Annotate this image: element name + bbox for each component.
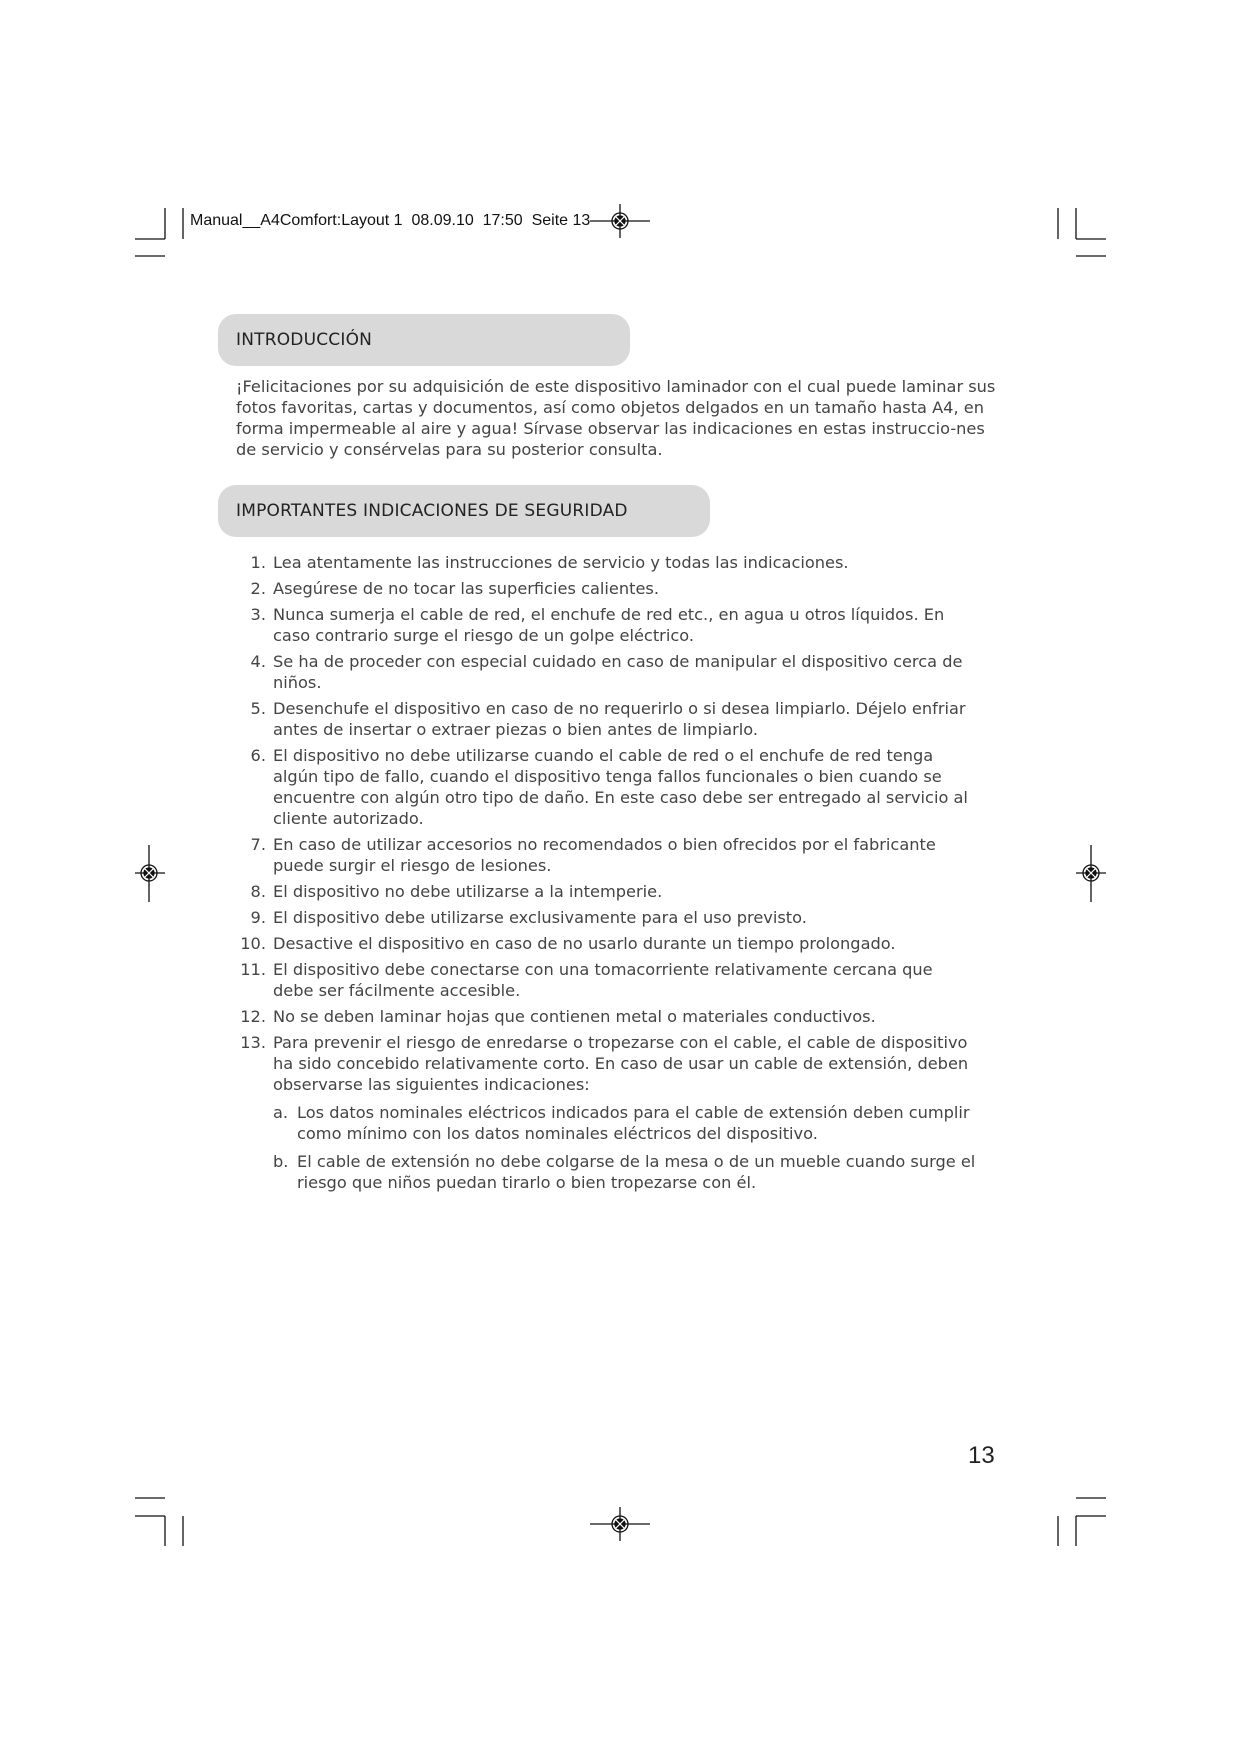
registration-target-top [590, 204, 650, 238]
safety-heading-bar [218, 485, 710, 537]
safety-item-number: 5. [250, 699, 266, 718]
safety-item-text: No se deben laminar hojas que contienen metal o materiales conductivos. [273, 1007, 876, 1026]
safety-item-number: 6. [250, 746, 266, 765]
safety-item-number: 12. [240, 1007, 266, 1026]
safety-item-text: El dispositivo no debe utilizarse cuando el cable de red o el enchufe de red tenga algún tipo de fallo, cuando el dispositivo tenga fallos funcionales o bien cuando se encuentre con algún otro tipo de daño. En este caso debe ser entregado al servicio al cliente autorizado. [273, 746, 968, 828]
print-slug: Manual__A4Comfort:Layout 1 08.09.10 17:50 Seite 13 [190, 212, 591, 229]
safety-item-number: 9. [250, 908, 266, 927]
intro-heading-bar [218, 314, 630, 366]
safety-item-number: 8. [250, 882, 266, 901]
registration-target-right [1076, 845, 1106, 902]
safety-heading: IMPORTANTES INDICACIONES DE SEGURIDAD [236, 501, 628, 521]
extension-cable-sublist [273, 1102, 976, 1193]
safety-subitem-text: El cable de extensión no debe colgarse de la mesa o de un mueble cuando surge el riesgo que niños puedan tirarlo o bien tropezarse con él. [297, 1152, 976, 1192]
safety-item-text: El dispositivo debe utilizarse exclusivamente para el uso previsto. [273, 908, 807, 927]
safety-subitem-text: Los datos nominales eléctricos indicados para el cable de extensión deben cumplir como mínimo con los datos nominales eléctricos del dispositivo. [297, 1103, 970, 1143]
safety-item [236, 1006, 976, 1027]
safety-item [236, 698, 976, 740]
safety-item-number: 11. [240, 960, 266, 979]
safety-item [236, 907, 976, 928]
safety-subitem [273, 1102, 976, 1144]
safety-item-number: 13. [240, 1033, 266, 1052]
safety-item [236, 745, 976, 829]
safety-item-number: 7. [250, 835, 266, 854]
safety-item-text: Nunca sumerja el cable de red, el enchufe de red etc., en agua u otros líquidos. En caso contrario surge el riesgo de un golpe eléctrico. [273, 605, 945, 645]
safety-item [236, 604, 976, 646]
safety-subitem [273, 1151, 976, 1193]
safety-item [236, 881, 976, 902]
safety-item-text: Asegúrese de no tocar las superficies calientes. [273, 579, 659, 598]
safety-item-text: En caso de utilizar accesorios no recomendados o bien ofrecidos por el fabricante puede surgir el riesgo de lesiones. [273, 835, 936, 875]
safety-item-number: 3. [250, 605, 266, 624]
safety-item-text: Se ha de proceder con especial cuidado en caso de manipular el dispositivo cerca de niños. [273, 652, 963, 692]
safety-item [236, 651, 976, 693]
page-number: 13 [968, 1442, 995, 1469]
registration-target-left [135, 845, 165, 902]
safety-item-number: 10. [240, 934, 266, 953]
safety-subitem-letter: a. [273, 1103, 289, 1122]
safety-item-number: 4. [250, 652, 266, 671]
safety-item [236, 1032, 976, 1193]
safety-item [236, 834, 976, 876]
safety-item-text: Para prevenir el riesgo de enredarse o tropezarse con el cable, el cable de dispositivo ha sido concebido relativamente corto. En caso de usar un cable de extensión, deben observarse las siguientes indicaciones: [273, 1033, 969, 1094]
safety-subitem-letter: b. [273, 1152, 289, 1171]
intro-paragraph: ¡Felicitaciones por su adquisición de este dispositivo laminador con el cual puede laminar sus fotos favoritas, cartas y documentos, así como objetos delgados en un tamaño hasta A4, en forma impermeable al aire y agua! Sírvase observar las indicaciones en estas instruccio-nes de servicio y consérvelas para su posterior consulta. [236, 377, 996, 459]
safety-item-text: Desenchufe el dispositivo en caso de no requerirlo o si desea limpiarlo. Déjelo enfriar antes de insertar o extraer piezas o bien antes de limpiarlo. [273, 699, 966, 739]
safety-item-text: Lea atentamente las instrucciones de servicio y todas las indicaciones. [273, 553, 849, 572]
safety-list [236, 552, 976, 1200]
safety-item-text: Desactive el dispositivo en caso de no usarlo durante un tiempo prolongado. [273, 934, 896, 953]
safety-item-number: 1. [250, 553, 266, 572]
safety-item [236, 578, 976, 599]
registration-target-bottom [590, 1507, 650, 1541]
safety-item [236, 552, 976, 573]
intro-heading: INTRODUCCIÓN [236, 330, 373, 350]
safety-item-number: 2. [250, 579, 266, 598]
safety-item [236, 933, 976, 954]
safety-item-text: El dispositivo no debe utilizarse a la intemperie. [273, 882, 663, 901]
safety-item [236, 959, 976, 1001]
safety-item-text: El dispositivo debe conectarse con una tomacorriente relativamente cercana que debe ser fácilmente accesible. [273, 960, 933, 1000]
